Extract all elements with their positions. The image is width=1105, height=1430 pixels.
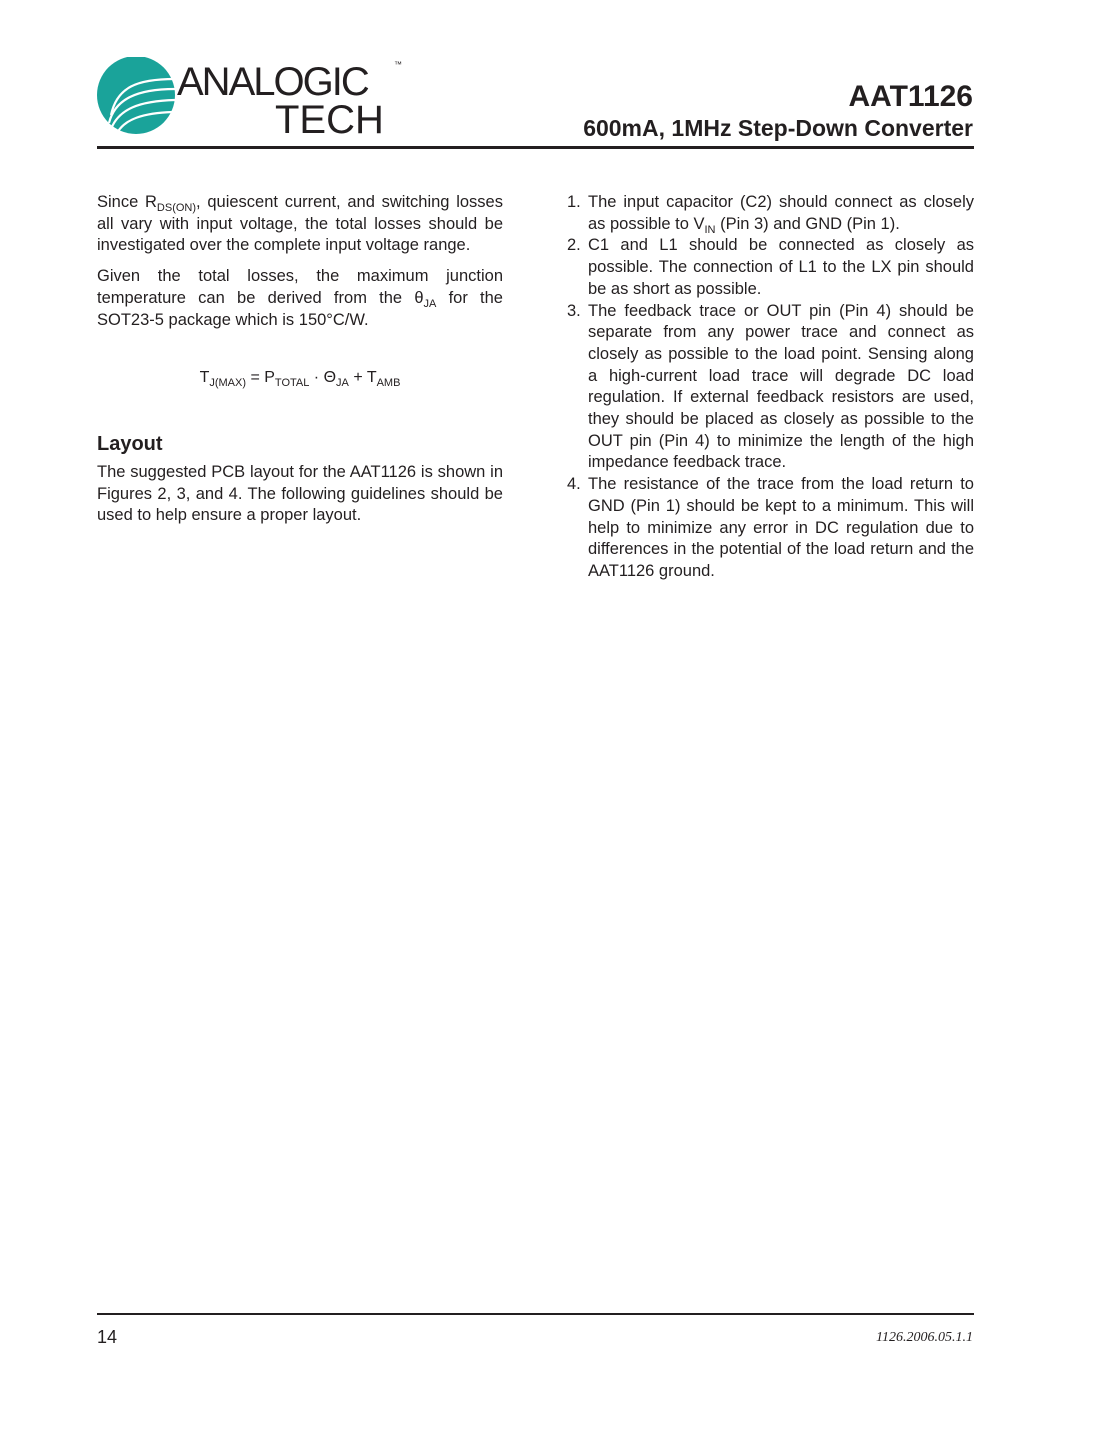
right-column-guidelines <box>567 192 974 583</box>
footer-rule <box>97 1313 974 1315</box>
list-item: 3. The feedback trace or OUT pin (Pin 4) should be separate from any power trace and connect as closely as possible to the load point. Sensing along a high-current load trace will degrade DC load regulation. If external feedback resistors are used, they should be placed as closely as possible to the OUT pin (Pin 4) to minimize the length of the high impedance feedback trace. <box>567 301 974 472</box>
document-subtitle: 600mA, 1MHz Step-Down Converter <box>583 115 973 141</box>
document-code: 1126.2006.05.1.1 <box>876 1330 973 1345</box>
equation-tjmax: $T_{J(MAX)} = P_{TOTAL} \cdot \Theta_{JA} + T_{AMB}$ <box>199 369 401 390</box>
logo-text-analogic: ANALOGIC <box>177 60 368 104</box>
page-number: 14 <box>97 1327 118 1347</box>
list-item: 1. The input capacitor (C2) should connect as closely as possible to $V_{IN}$ (Pin 3) and GND (Pin 1). <box>567 193 974 236</box>
list-item: 2. C1 and L1 should be connected as closely as possible. The connection of L1 to the LX pin should be as short as possible. <box>567 236 974 298</box>
paragraph-junction-temp: Given the total losses, the maximum junction temperature can be derived from the $\theta_{JA}$ for the SOT23-5 package which is 150°C/W. <box>97 267 503 329</box>
paragraph-losses: Since $R_{DS(ON)}$, quiescent current, and switching losses all vary with input voltage, the total losses should be investigated over the complete input voltage range. <box>97 193 503 255</box>
left-column <box>97 192 503 536</box>
part-number: AAT1126 <box>848 80 973 113</box>
header-rule <box>97 146 974 149</box>
svg-text:™: ™ <box>394 60 402 69</box>
logo-text-tech: TECH <box>275 98 384 137</box>
section-heading-layout: Layout <box>97 432 163 455</box>
analogictech-logo <box>97 57 407 137</box>
logo-globe-icon <box>97 57 407 137</box>
list-item: 4. The resistance of the trace from the load return to GND (Pin 1) should be kept to a minimum. This will help to minimize any error in DC regulation due to differences in the potential of the load return and the AAT1126 ground. <box>567 475 974 580</box>
paragraph-layout: The suggested PCB layout for the AAT1126 is shown in Figures 2, 3, and 4. The following guidelines should be used to help ensure a proper layout. <box>97 462 503 525</box>
